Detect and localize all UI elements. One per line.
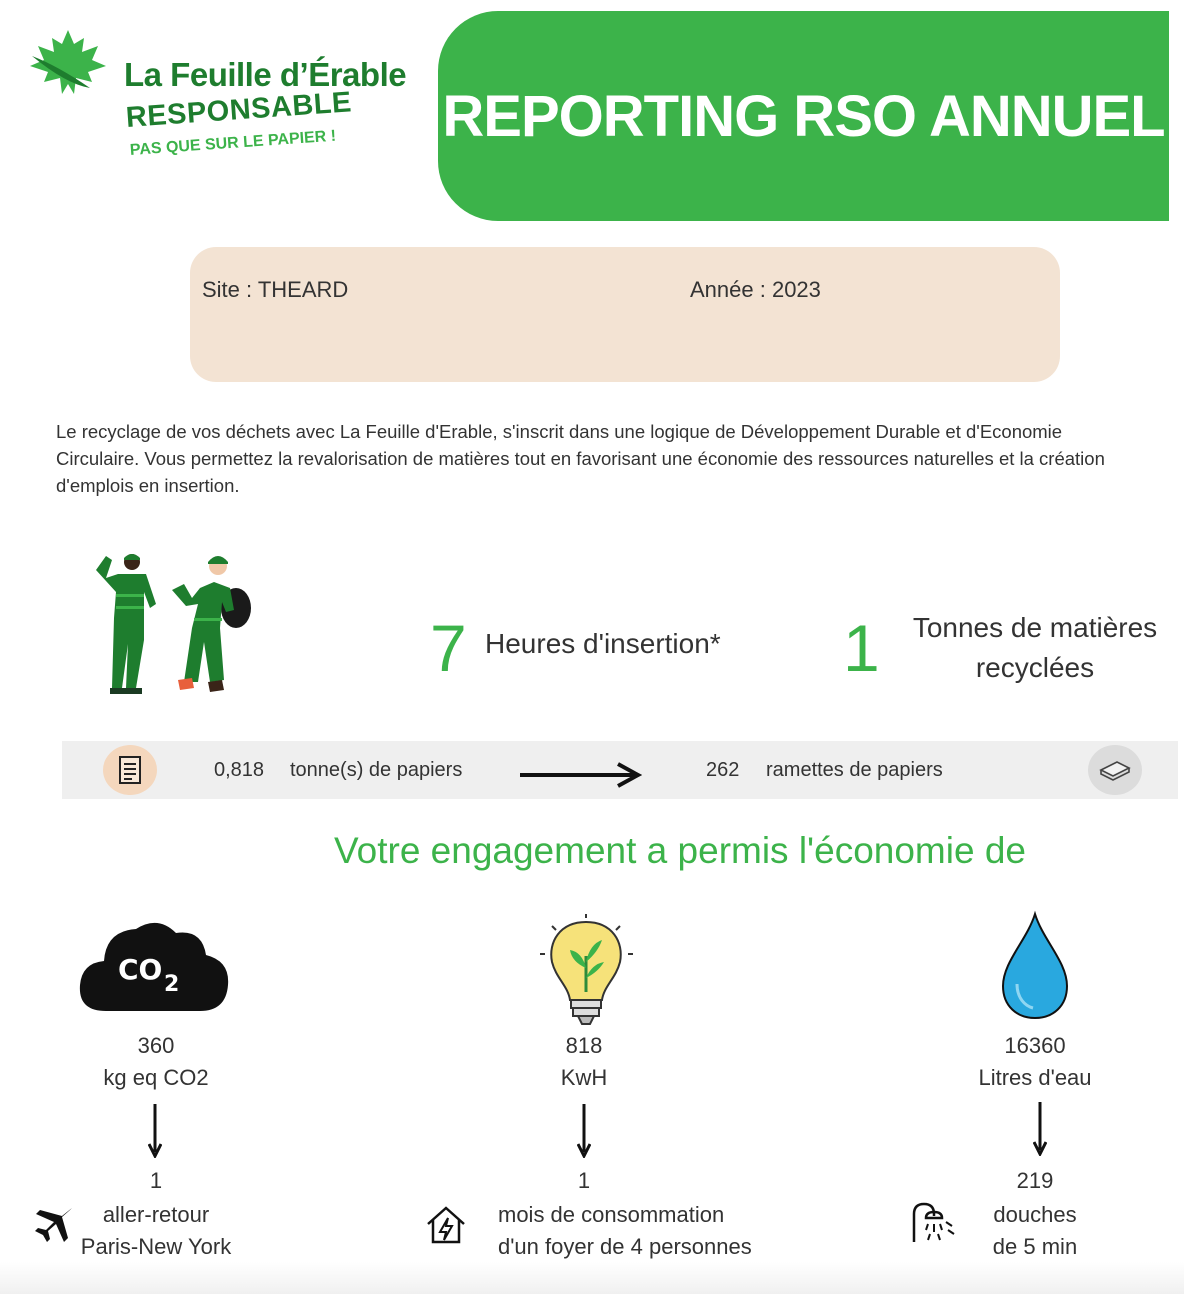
- household-description: [498, 1199, 752, 1263]
- year-value: 2023: [771, 277, 821, 302]
- svg-text:2: 2: [164, 972, 180, 997]
- site-label: Site :: [202, 277, 258, 302]
- shower-icon: [908, 1200, 962, 1244]
- co2-value: 360: [137, 1033, 175, 1058]
- co2-unit: kg eq CO2: [103, 1065, 209, 1090]
- showers-line2: de 5 min: [992, 1234, 1078, 1259]
- site-info-box: [190, 247, 1060, 382]
- arrow-down-icon: [148, 1104, 162, 1158]
- savings-heading: Votre engagement a permis l'économie de: [334, 830, 1026, 871]
- water-value: 16360: [1004, 1033, 1066, 1058]
- page-footer-fade: [0, 1262, 1184, 1294]
- title-banner: [438, 11, 1169, 221]
- year-label: Année :: [690, 277, 772, 302]
- showers-description: [935, 1199, 1135, 1263]
- paper-ream-icon: [1088, 745, 1142, 795]
- paper-tonnes-value: 0,818: [214, 759, 265, 781]
- reams-label: ramettes de papiers: [766, 759, 943, 781]
- brand-tagline: PAS QUE SUR LE PAPIER !: [129, 127, 337, 159]
- insertion-hours-value: 7: [430, 611, 467, 685]
- flights-line1: aller-retour: [102, 1202, 210, 1227]
- arrow-down-icon: [577, 1104, 591, 1158]
- lightbulb-icon: [538, 912, 636, 1032]
- site-field: [202, 277, 348, 303]
- paper-tonnes-label: tonne(s) de papiers: [290, 759, 463, 781]
- recycled-tonnes-label-line1: Tonnes de matières: [912, 612, 1158, 643]
- workers-illustration-icon: [88, 548, 258, 713]
- recycled-tonnes-value: 1: [843, 611, 880, 685]
- energy-value: 818: [565, 1033, 603, 1058]
- brand-name: La Feuille d’Érable: [124, 56, 407, 93]
- energy-unit: KwH: [560, 1065, 608, 1090]
- showers-line1: douches: [993, 1202, 1077, 1227]
- brand-responsable: RESPONSABLE: [124, 86, 353, 134]
- household-value: 1: [577, 1168, 591, 1193]
- household-line2: d'un foyer de 4 personnes: [498, 1234, 752, 1259]
- intro-paragraph: Le recyclage de vos déchets avec La Feuille d'Erable, s'inscrit dans une logique de Développement Durable et d'Economie Circulaire. Vous permettez la revalorisation de matières tout en favorisant une économie des ressources naturelles et la création d'emplois en insertion.: [56, 421, 1105, 496]
- arrow-down-icon: [1033, 1102, 1047, 1156]
- house-energy-icon: [424, 1204, 468, 1246]
- co2-cloud-icon: [76, 915, 232, 1021]
- svg-text:CO: CO: [118, 953, 163, 986]
- water-drop-icon: [997, 910, 1073, 1022]
- arrow-right-icon: [518, 760, 642, 790]
- flights-description: [56, 1199, 256, 1263]
- document-icon: [103, 745, 157, 795]
- water-unit: Litres d'eau: [978, 1065, 1092, 1090]
- site-value: THEARD: [257, 277, 349, 302]
- page-title: REPORTING RSO ANNUEL: [442, 83, 1165, 149]
- insertion-hours-label: Heures d'insertion*: [485, 628, 721, 659]
- recycled-tonnes-label: [905, 608, 1165, 688]
- flights-value: 1: [149, 1168, 163, 1193]
- year-field: [690, 277, 821, 303]
- recycled-tonnes-label-line2: recyclées: [975, 652, 1095, 683]
- reams-value: 262: [706, 759, 740, 781]
- airplane-icon: [32, 1204, 76, 1244]
- household-line1: mois de consommation: [498, 1202, 725, 1227]
- showers-value: 219: [1016, 1168, 1054, 1193]
- maple-leaf-logo-icon: [28, 26, 116, 98]
- flights-line2: Paris-New York: [80, 1234, 232, 1259]
